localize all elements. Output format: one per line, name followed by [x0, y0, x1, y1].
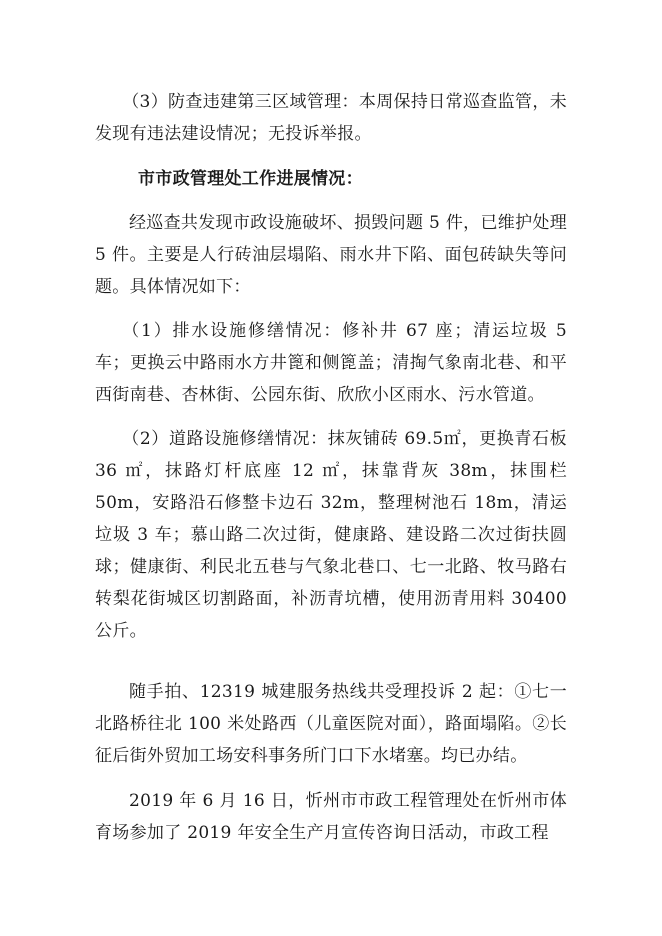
paragraph-illegal-construction: （3）防查违建第三区域管理：本周保持日常巡查监管，未发现有违法建设情况；无投诉举报。	[95, 92, 567, 144]
paragraph-drainage-repair: （1）排水设施修缮情况：修补井 67 座；清运垃圾 5 车；更换云中路雨水方井篦和侧篦盖；清掏气象南北巷、和平西街南巷、杏林街、公园东街、欣欣小区雨水、污水管道。	[95, 321, 567, 405]
paragraph-inspection-summary: 经巡查共发现市政设施破坏、损毁问题 5 件，已维护处理 5 件。主要是人行砖油层塌陷、雨水井下陷、面包砖缺失等问题。具体情况如下：	[95, 213, 567, 297]
paragraph-road-repair: （2）道路设施修缮情况：抹灰铺砖 69.5㎡，更换青石板 36 ㎡，抹路灯杆底座 12 ㎡，抹靠背灰 38m，抹围栏 50m，安路沿石修整卡边石 32m，整理树池石 18m，清运垃圾 3 车；慕山路二次过街，健康路、建设路二次过街扶圆球；健康街、利民北五巷与气象北巷口、七一北路、牧马路右转梨花街城区切割路面，补沥青坑槽，使用沥青用料 30400 公斤。	[95, 429, 567, 641]
paragraph-safety-month-event: 2019 年 6 月 16 日，忻州市市政工程管理处在忻州市体育场参加了 2019 年安全生产月宣传咨询日活动，市政工程	[95, 791, 567, 843]
paragraph-hotline-complaints: 随手拍、12319 城建服务热线共受理投诉 2 起：①七一北路桥往北 100 米处路西（儿童医院对面），路面塌陷。②长征后街外贸加工场安科事务所门口下水堵塞。均已办结。	[95, 682, 567, 766]
section-heading-municipal-progress: 市市政管理处工作进展情况：	[138, 169, 363, 189]
